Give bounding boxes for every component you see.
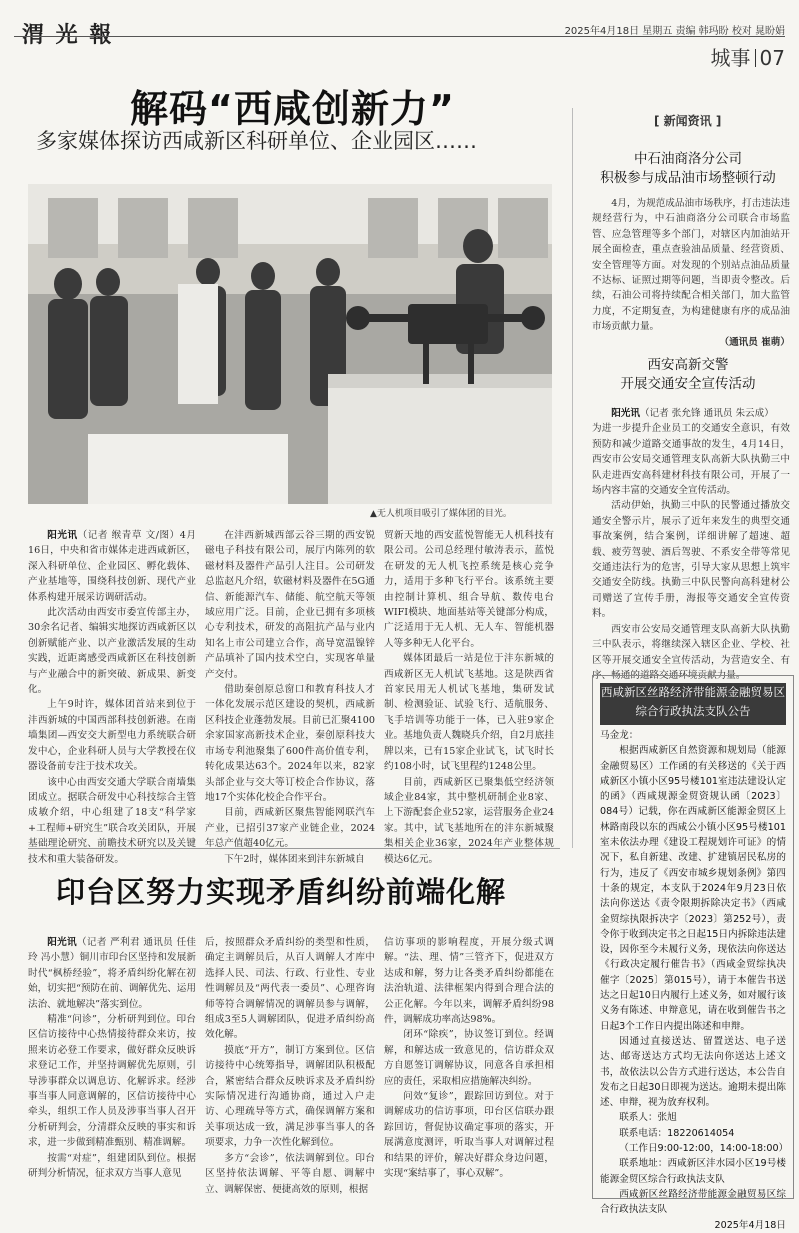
photo-caption: ▲无人机项目吸引了媒体团的目光。 bbox=[370, 509, 512, 519]
notice-salutation: 马金龙： bbox=[600, 730, 639, 741]
article1-paragraph: 借助秦创原总窗口和教育科技人才一体化发展示范区建设的契机，西咸新区科技企业蓬勃发展。目前已汇聚4100余家国家高新技术企业，秦创原科技大市场专利池聚集了600件高价值专利，转化成果达63个。2024年以来，82家头部企业与交大等订校企合作协议，落地17个实体化校企合作平台。 bbox=[205, 684, 375, 803]
article1-subtitle: 多家媒体探访西咸新区科研单位、企业园区…… bbox=[36, 129, 477, 153]
news1-title-line: 中石油商洛分公司 bbox=[634, 151, 742, 167]
article1-paragraph: 在沣西新城西部云谷三期的西安锐磁电子科技有限公司，展厅内陈列的软磁材料及器件产品引人注目。公司研发总监赵凡介绍，软磁材料及器件在5G通信、新能源汽车、储能、航空航天等领域应用广泛。目前，企业已拥有多项核心专利技术，研发的高阻抗产品与业内知名上市公司建立合作，高导宽温镍锌产品填补了国内技术空白，实现客单量产交付。 bbox=[205, 530, 375, 680]
paragraph-text: 铜川市印台区坚持和发展新时代“枫桥经验”，将矛盾纠纷化解在初始，切实把“预防在前、调解优先、运用法治、就地解决”落实到位。 bbox=[28, 952, 196, 1010]
news1-paragraph: 4月，为规范成品油市场秩序，打击违法违规经营行为，中石油商洛分公司联合市场监管、应急管理等多个部门，对辖区内加油站开展全面检查，重点查验油品质量、经营资质、安全管理等方面。对发现的个别站点油品质量不达标、证照过期等问题，当即责令整改。后续，石油公司将持续配合相关部门，加大监管力度，不定期复查，为构建健康有序的成品油市场贡献力量。 bbox=[592, 198, 790, 333]
article1-paragraph: 下午2时，媒体团来到沣东新城自 bbox=[224, 853, 365, 865]
article1-column-2 bbox=[205, 528, 375, 867]
article2-title: 印台区努力实现矛盾纠纷前端化解 bbox=[56, 875, 507, 909]
article-divider bbox=[28, 848, 560, 849]
article2-paragraph: 摸底“开方”，制订方案到位。区信访接待中心统筹指导，调解团队积极配合，紧密结合群众反映诉求及矛盾纠纷实际情况进行沟通协商，通过入户走访、心理疏导等方式，确保调解方案和关事项达成一致，满足涉事当事人的各项要求，力争一次性化解到位。 bbox=[205, 1044, 375, 1149]
article1-column-1 bbox=[28, 528, 196, 867]
article2-column-1 bbox=[28, 935, 196, 1182]
article2-paragraph: 信访事项的影响程度，开展分级式调解。“法、理、情”三管齐下，促进双方达成和解，努力让各类矛盾纠纷都能在法治轨道、法律框架内得到合理合法的公正化解。今年以来，调解矛盾纠纷98件，调解成功率高达98%。 bbox=[384, 937, 554, 1026]
news2-byline: 阳光讯 bbox=[611, 408, 640, 419]
notice-contact: 联系电话：18220614054 bbox=[619, 1127, 735, 1139]
notice-title bbox=[600, 683, 786, 725]
article1-paragraph bbox=[28, 528, 196, 605]
section-divider bbox=[755, 49, 756, 67]
article2-paragraph: 多方“会诊”，依法调解到位。印台区坚持依法调解、平等自愿、调解中立、调解保密、便捷高效的原则，根据 bbox=[205, 1152, 375, 1195]
header-divider bbox=[14, 36, 785, 37]
news2-byline-note: （记者 张允锋 通讯员 朱云成） bbox=[639, 408, 774, 419]
sidebar-divider bbox=[572, 108, 573, 848]
byline: 阳光讯 bbox=[47, 937, 77, 948]
article1-paragraph: 上午9时许，媒体团首站来到位于沣西新城的中国西部科技创新港。在南墙集团—西安交大新型电力系统联合研发中心，企业科研人员与大学教授在仪器设备前专注于技术攻关。 bbox=[28, 699, 196, 773]
news-section-label: [ 新闻资讯 ] bbox=[654, 114, 722, 128]
page-number: 07 bbox=[759, 46, 785, 70]
news1-title-line: 积极参与成品油市场整顿行动 bbox=[600, 170, 776, 186]
article2-column-3 bbox=[384, 935, 554, 1182]
article2-paragraph: 后，按照群众矛盾纠纷的类型和性质，确定主调解员后，从百人调解人才库中选择人民、司法、行政、行业性、专业性调解员及“两代表一委员”、心理咨询师等符合调解情况的调解员参与调解，组成3至5人调解团队，促进矛盾纠纷高效化解。 bbox=[205, 937, 375, 1041]
article2-paragraph bbox=[28, 935, 196, 1012]
news1-title bbox=[586, 150, 790, 188]
news2-title bbox=[586, 356, 790, 394]
news2-paragraph: 活动伊始，执勤三中队的民警通过播放交通安全警示片，展示了近年来发生的典型交通事故案例，结合案例，详细讲解了超速、超载、疲劳驾驶、酒后驾驶、不系安全带等常见交通违法行为的危害，引导大家从思想上筑牢交通安全防线。执勤三中队民警向高科建材公司赠送了宣传手册，海报等交通安全宣传资料。 bbox=[592, 500, 790, 620]
news2-body bbox=[592, 406, 790, 683]
article2-paragraph: 精准“问诊”，分析研判到位。印台区信访接待中心热情接待群众来访，按照来访必登工作要求，做好群众反映诉求登记工作，并坚持调解优先原则，引导涉事群众以调息访、化解诉求。经涉事当事人同意调解的，区信访接待中心牵头，组织工作人员及涉事当事人召开分析研判会，分清群众反映的事实和诉求，进一步做到精准甄别、精准调解。 bbox=[28, 1014, 196, 1149]
article1-paragraph: 此次活动由西安市委宣传部主办，30余名记者、编辑实地探访西咸新区以创新赋能产业、以产业激活发展的生动实践，近距离感受西咸新区在科技创新与产业融合中的新突破、新成果、新变化。 bbox=[28, 607, 196, 696]
issue-info: 2025年4月18日 星期五 责编 韩玛盼 校对 晁盼娟 bbox=[564, 26, 785, 37]
news2-title-line: 开展交通安全宣传活动 bbox=[620, 376, 756, 392]
article2-paragraph: 闭环“除疾”，协议签订到位。经调解，和解达成一致意见的，信访群众双方自愿签订调解协议，同意各自承担相应的责任，采取相应措施解决纠纷。 bbox=[384, 1029, 554, 1087]
article1-paragraph: 媒体团最后一站是位于沣东新城的西咸新区无人机试飞基地。这是陕西省首家民用无人机试飞基地，集研发试制、检测验证、试验飞行、适航服务、飞手培训等功能于一体，已入驻9家企业。基地负责人魏晓兵介绍，自2月底挂牌以来，已有15家企业试飞，试飞时长约108小时，试飞里程约1248公里。 bbox=[384, 653, 554, 773]
article1-paragraph: 该中心由西安交通大学联合南墙集团成立。据联合研发中心科技综合主管成敏介绍，中心组建了18支“科学家+工程师+研究生”联合攻关团队，开展基础理论研究、前瞻技术研究以及关键技术和重大装备研发。 bbox=[28, 776, 196, 865]
notice-contact: （工作日9:00-12:00，14:00-18:00） bbox=[619, 1143, 789, 1155]
article1-paragraph: 贸新天地的西安蓝悦智能无人机科技有限公司。公司总经理付敏涛表示，蓝悦在研发的无人机飞控系统是核心竞争力，适用于多种飞行平台。该系统主要由控制计算机、组合导航、数传电台WIFI模块、地面基站等关键部分构成，广泛适用于无人机、无人车、智能机器人等多种无人化平台。 bbox=[384, 530, 554, 649]
notice-date: 2025年4月18日 bbox=[714, 1219, 786, 1231]
notice-contact: 联系地址：西咸新区沣水园小区19号楼能源金贸区综合行政执法支队 bbox=[600, 1158, 786, 1185]
section-label bbox=[711, 42, 785, 71]
notice-signature: 西咸新区丝路经济带能源金融贸易区综合行政执法支队 bbox=[600, 1188, 786, 1216]
section-name: 城事 bbox=[710, 46, 751, 70]
photo-illustration bbox=[28, 184, 552, 504]
news2-paragraph: 为进一步提升企业员工的交通安全意识，有效预防和减少道路交通事故的发生，4月14日，西安市公安局交通管理支队高新大队执勤三中队走进西安高科建材科技有限公司，开展了一场内容丰富的交通安全宣传活动。 bbox=[592, 423, 790, 497]
notice-paragraph: 根据西咸新区自然资源和规划局（能源金融贸易区）工作函的有关移送的《关于西咸新区小镇小区95号楼101室违法建设认定的函》（西咸规源金贸资规认函〔2023〕084号）记载，你在西咸新区能源金贸区上林路南段以东的西咸公小镇小区95号楼101室未依法办理《建设工程规划许可证》的情况下，私自新建、改建、扩建镇居民私房的行为，违反了《西安市城乡规划条例》第四十条的规定，本支队于2024年9月23日依法向你送达《责令限期拆除决定书》（西咸金贸综执限拆决字〔2023〕第252号），责令你于收到决定书之日起15日内拆除违法建设，因你至今未履行义务，现依法向你送达《行政决定履行催告书》（西咸金贸综执决催字〔2025〕第015号），请于本催告书送达之日起10日内履行上述义务，如对履行该义务有陈述、申辩意见，请在收到催告书之日起3个工作日内提出陈述和申辩。 bbox=[600, 745, 786, 1032]
byline-note: （记者 严利君 通讯员 任佳玲 冯小慧） bbox=[28, 937, 197, 964]
news1-source: （通讯员 崔萌） bbox=[719, 336, 790, 348]
drone-exhibit-photo bbox=[28, 184, 552, 504]
article2-paragraph: 按需“对症”，组建团队到位。根据研判分析情况，征求双方当事人意见 bbox=[28, 1152, 196, 1180]
article2-paragraph: 问效“复诊”，跟踪回访到位。对于调解成功的信访事项，印台区信联办跟踪回访，督促协议确定事项的落实，开展满意度测评，听取当事人对调解过程和结果的评价，解决好群众身边问题，实现“案结事了，事心双解”。 bbox=[384, 1091, 554, 1180]
notice-contact: 联系人：张旭 bbox=[619, 1112, 677, 1124]
news1-body bbox=[592, 196, 790, 350]
article1-title: 解码“西咸创新力” bbox=[130, 87, 455, 131]
notice-title-line: 西咸新区丝路经济带能源金融贸易区 bbox=[601, 685, 785, 699]
article1-column-3 bbox=[384, 528, 554, 867]
article1-paragraph: 目前，西咸新区聚焦智能网联汽车产业，已招引37家产业链企业，2024年总产值超40亿元。 bbox=[205, 807, 375, 850]
paragraph-text: 4月16日，中央和省市媒体走进西咸新区，深入科研单位、企业园区、孵化载体、产业基地等，围绕科技创新、现代产业体系构建开展采访调研活动。 bbox=[28, 530, 196, 603]
news-section-text: 新闻资讯 bbox=[663, 114, 712, 128]
news2-paragraph bbox=[592, 406, 790, 421]
notice-title-line: 综合行政执法支队公告 bbox=[635, 704, 751, 718]
newspaper-logo: 渭 光 報 bbox=[22, 22, 114, 48]
article1-paragraph: 目前，西咸新区已聚集低空经济领域企业84家，其中整机研制企业8家、上下游配套企业52家，运营服务企业24家。其中，试飞基地所在的沣东新城聚集相关企业36家，2024年产业整体规模达6亿元。 bbox=[384, 776, 554, 865]
notice-paragraph: 因通过直接送达、留置送达、电子送达、邮寄送达方式均无法向你送达上述文书，故依法以公告方式进行送达，本公告自发布之日起30日即视为送达。逾期未提出陈述、申辩，视为放弃权利。 bbox=[600, 1035, 786, 1109]
news2-paragraph: 西安市公安局交通管理支队高新大队执勤三中队表示，将继续深入辖区企业、学校、社区等开展交通安全宣传活动，为营造安全、有序、畅通的道路交通环境贡献力量。 bbox=[592, 623, 790, 681]
byline-note: （记者 缑青草 文/图） bbox=[77, 530, 180, 541]
news2-title-line: 西安高新交警 bbox=[647, 357, 729, 373]
notice-body bbox=[600, 728, 789, 1233]
byline: 阳光讯 bbox=[47, 530, 78, 541]
article2-column-2 bbox=[205, 935, 375, 1197]
